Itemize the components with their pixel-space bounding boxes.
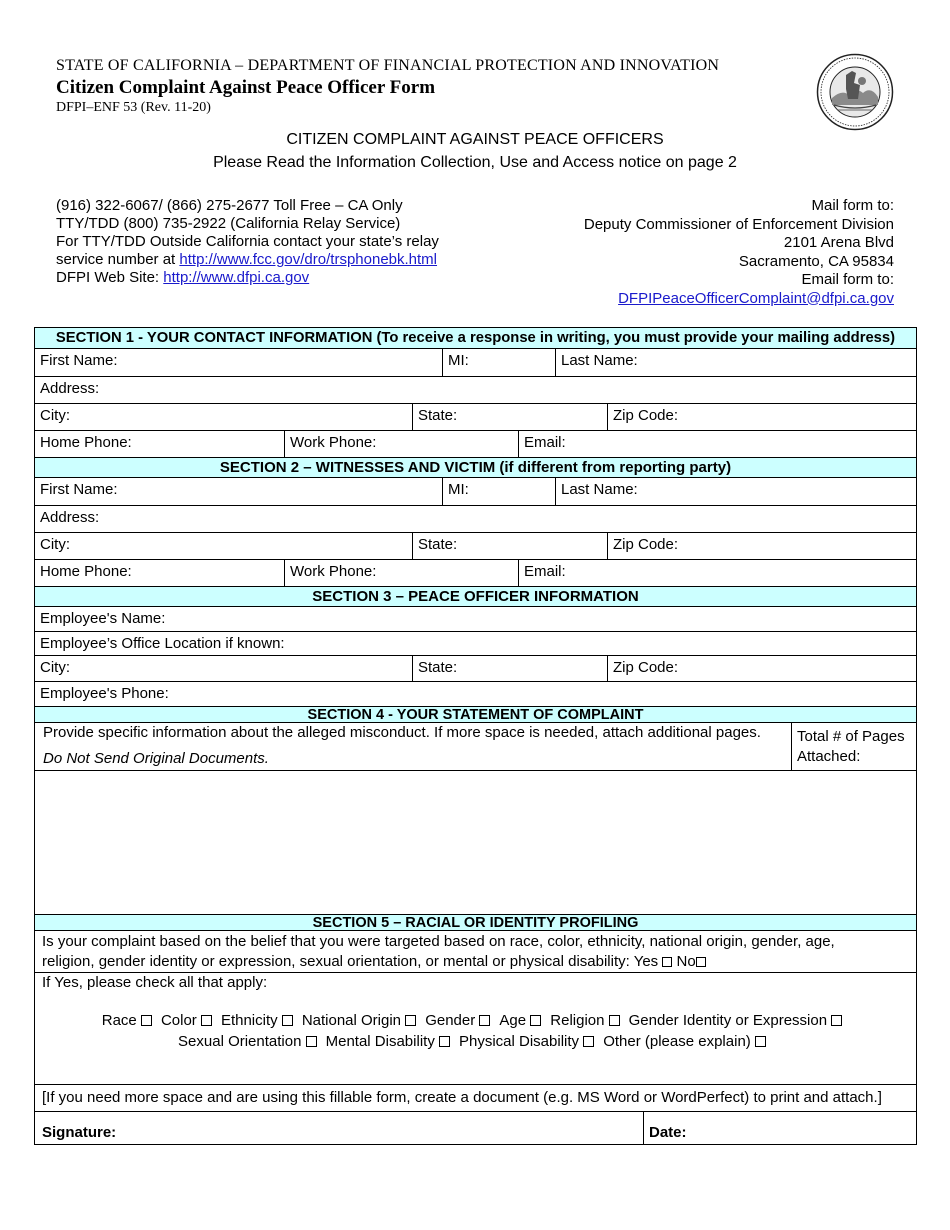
no-label: No <box>676 953 696 970</box>
s5-signature-row <box>34 1112 917 1145</box>
option-label: Ethnicity <box>220 1012 282 1029</box>
option-label: National Origin <box>301 1012 406 1029</box>
s2-zip-field[interactable]: Zip Code: <box>607 533 916 559</box>
section2-heading <box>34 458 917 478</box>
section3-heading-text: SECTION 3 – PEACE OFFICER INFORMATION <box>312 588 639 605</box>
section1-heading <box>34 327 917 349</box>
option-checkbox[interactable] <box>755 1036 766 1047</box>
s2-state-field[interactable]: State: <box>412 533 607 559</box>
profiling-row1-option-3[interactable] <box>302 1012 416 1029</box>
california-seal-icon <box>816 53 894 131</box>
s4-total-pages-field[interactable] <box>791 723 916 770</box>
option-checkbox[interactable] <box>282 1015 293 1026</box>
no-checkbox[interactable] <box>696 957 706 967</box>
section3-heading <box>34 587 917 607</box>
profiling-row2-option-3[interactable] <box>603 1033 766 1050</box>
option-checkbox[interactable] <box>831 1015 842 1026</box>
form-number: DFPI–ENF 53 (Rev. 11-20) <box>56 100 211 115</box>
profiling-row1-option-7[interactable] <box>629 1012 843 1029</box>
mail-info <box>584 197 894 308</box>
s4-statement-textarea[interactable] <box>35 771 916 914</box>
s2-city-row <box>34 533 917 560</box>
s5-question-line1: Is your complaint based on the belief that you were targeted based on race, color, ethnicity, national origin, gender, age, <box>42 933 835 950</box>
option-checkbox[interactable] <box>201 1015 212 1026</box>
s3-city-row <box>34 656 917 682</box>
phone-line: (916) 322-6067/ (866) 275-2677 Toll Free – CA Only <box>56 197 403 214</box>
option-label: Gender Identity or Expression <box>628 1012 832 1029</box>
mail-recipient: Deputy Commissioner of Enforcement Division <box>583 215 894 233</box>
s2-city-field[interactable]: City: <box>40 536 70 553</box>
profiling-row2-option-1[interactable] <box>326 1033 450 1050</box>
date-field[interactable]: Date: <box>643 1112 916 1144</box>
s1-city-row <box>34 404 917 431</box>
s3-city-field[interactable]: City: <box>40 659 70 676</box>
website-link[interactable]: http://www.dfpi.ca.gov <box>163 269 310 286</box>
option-label: Other (please explain) <box>603 1033 755 1050</box>
email-to-label: Email form to: <box>801 271 894 288</box>
option-label: Gender <box>425 1012 480 1029</box>
s1-first-name-field[interactable]: First Name: <box>40 352 118 369</box>
mail-to-label: Mail form to: <box>811 197 894 214</box>
complaint-form <box>34 327 917 1145</box>
option-checkbox[interactable] <box>306 1036 317 1047</box>
option-checkbox[interactable] <box>405 1015 416 1026</box>
s1-phone-row <box>34 431 917 458</box>
option-label: Religion <box>550 1012 609 1029</box>
section5-heading-text: SECTION 5 – RACIAL OR IDENTITY PROFILING <box>312 914 639 931</box>
option-checkbox[interactable] <box>141 1015 152 1026</box>
profiling-row1-option-0[interactable] <box>102 1012 152 1029</box>
option-label: Physical Disability <box>458 1033 584 1050</box>
section2-heading-text: SECTION 2 – WITNESSES AND VICTIM (if different from reporting party) <box>219 459 732 476</box>
s5-if-yes-label: If Yes, please check all that apply: <box>42 974 268 991</box>
relay-line <box>56 251 439 269</box>
contact-info <box>56 197 439 287</box>
option-label: Color <box>160 1012 201 1029</box>
profiling-row1-option-5[interactable] <box>499 1012 541 1029</box>
s1-work-phone-field[interactable]: Work Phone: <box>284 431 518 457</box>
section4-heading-text: SECTION 4 - YOUR STATEMENT OF COMPLAINT <box>307 706 644 723</box>
option-checkbox[interactable] <box>530 1015 541 1026</box>
mail-street: 2101 Arena Blvd <box>783 234 894 251</box>
section5-heading <box>34 915 917 931</box>
section1-heading-text: SECTION 1 - YOUR CONTACT INFORMATION (To receive a response in writing, you must provide your mailing address) <box>55 330 896 346</box>
agency-name: STATE OF CALIFORNIA – DEPARTMENT OF FINANCIAL PROTECTION AND INNOVATION <box>56 57 720 74</box>
section4-heading <box>34 707 917 723</box>
s1-zip-field[interactable]: Zip Code: <box>607 404 916 430</box>
s2-work-phone-field[interactable]: Work Phone: <box>284 560 518 586</box>
s2-first-name-field[interactable]: First Name: <box>40 481 118 498</box>
s1-last-name-field[interactable]: Last Name: <box>555 349 916 376</box>
s2-name-row <box>34 478 917 506</box>
mail-city: Sacramento, CA 95834 <box>738 252 894 270</box>
profiling-row1-option-1[interactable] <box>161 1012 212 1029</box>
s1-state-field[interactable]: State: <box>412 404 607 430</box>
option-checkbox[interactable] <box>583 1036 594 1047</box>
s5-options <box>35 973 916 1084</box>
s5-more-space-note: [If you need more space and are using this fillable form, create a document (e.g. MS Word or WordPerfect) to print and attach.] <box>42 1089 882 1106</box>
option-label: Age <box>499 1012 531 1029</box>
s3-employee-name-row <box>34 607 917 632</box>
option-checkbox[interactable] <box>609 1015 620 1026</box>
complaint-email-link[interactable]: DFPIPeaceOfficerComplaint@dfpi.ca.gov <box>618 289 894 307</box>
s5-question-line2-text: religion, gender identity or expression, sexual orientation, or mental or physical disability: Yes <box>42 953 659 970</box>
profiling-row2-option-0[interactable] <box>178 1033 317 1050</box>
s3-employee-name-field[interactable]: Employee's Name: <box>40 610 166 627</box>
tty-outside-line: For TTY/TDD Outside California contact your state’s relay <box>56 233 439 250</box>
s3-office-row <box>34 632 917 656</box>
s3-state-field[interactable]: State: <box>412 656 607 681</box>
form-title: Citizen Complaint Against Peace Officer Form <box>56 77 436 98</box>
s1-name-row <box>34 349 917 377</box>
profiling-row2-option-2[interactable] <box>459 1033 594 1050</box>
s3-office-location-field[interactable]: Employee’s Office Location if known: <box>40 635 285 652</box>
profiling-row1-option-6[interactable] <box>550 1012 619 1029</box>
s4-instructions <box>35 723 791 770</box>
s4-pages-label-1: Total # of Pages <box>797 728 905 745</box>
yes-checkbox[interactable] <box>662 957 672 967</box>
s1-address-row <box>34 377 917 404</box>
profiling-row1-option-2[interactable] <box>221 1012 293 1029</box>
profiling-row1-option-4[interactable] <box>425 1012 490 1029</box>
s4-instructions-row <box>34 723 917 771</box>
s5-question-line2 <box>42 952 911 972</box>
s1-mi-field[interactable]: MI: <box>442 349 555 376</box>
s4-note-text: Do Not Send Original Documents. <box>43 750 269 767</box>
option-label: Race <box>101 1012 141 1029</box>
s2-phone-row <box>34 560 917 587</box>
s5-options-row <box>34 973 917 1085</box>
main-title: CITIZEN COMPLAINT AGAINST PEACE OFFICERS <box>286 131 664 148</box>
s4-pages-label-2: Attached: <box>797 748 861 765</box>
s4-instructions-text: Provide specific information about the alleged misconduct. If more space is needed, attach additional pages. <box>43 724 761 741</box>
s1-address-field[interactable]: Address: <box>40 380 100 397</box>
notice-line: Please Read the Information Collection, Use and Access notice on page 2 <box>213 154 737 171</box>
relay-link[interactable]: http://www.fcc.gov/dro/trsphonebk.html <box>179 251 438 268</box>
s2-email-field[interactable]: Email: <box>518 560 916 586</box>
signature-field[interactable]: Signature: <box>42 1124 117 1141</box>
s3-employee-phone-field[interactable]: Employee's Phone: <box>40 685 169 702</box>
s1-email-field[interactable]: Email: <box>518 431 916 457</box>
s3-phone-row <box>34 682 917 707</box>
s2-last-name-field[interactable]: Last Name: <box>555 478 916 505</box>
option-label: Sexual Orientation <box>178 1033 306 1050</box>
s4-statement-area[interactable] <box>34 771 917 915</box>
s5-options-row1 <box>42 1010 911 1031</box>
s5-question <box>35 931 916 972</box>
s2-mi-field[interactable]: MI: <box>442 478 555 505</box>
option-checkbox[interactable] <box>479 1015 490 1026</box>
relay-prefix: service number at <box>56 251 180 268</box>
website-line <box>56 269 439 287</box>
tty-line: TTY/TDD (800) 735-2922 (California Relay Service) <box>56 215 401 232</box>
option-checkbox[interactable] <box>439 1036 450 1047</box>
s2-address-field[interactable]: Address: <box>40 509 100 526</box>
s1-home-phone-field[interactable]: Home Phone: <box>40 434 132 451</box>
s5-question-row <box>34 931 917 973</box>
s3-zip-field[interactable]: Zip Code: <box>607 656 916 681</box>
option-label: Mental Disability <box>325 1033 439 1050</box>
s2-home-phone-field[interactable]: Home Phone: <box>40 563 132 580</box>
s5-more-space-row <box>34 1085 917 1112</box>
s1-city-field[interactable]: City: <box>40 407 70 424</box>
s5-options-row2 <box>42 1031 911 1052</box>
s2-address-row <box>34 506 917 533</box>
website-prefix: DFPI Web Site: <box>56 269 164 286</box>
